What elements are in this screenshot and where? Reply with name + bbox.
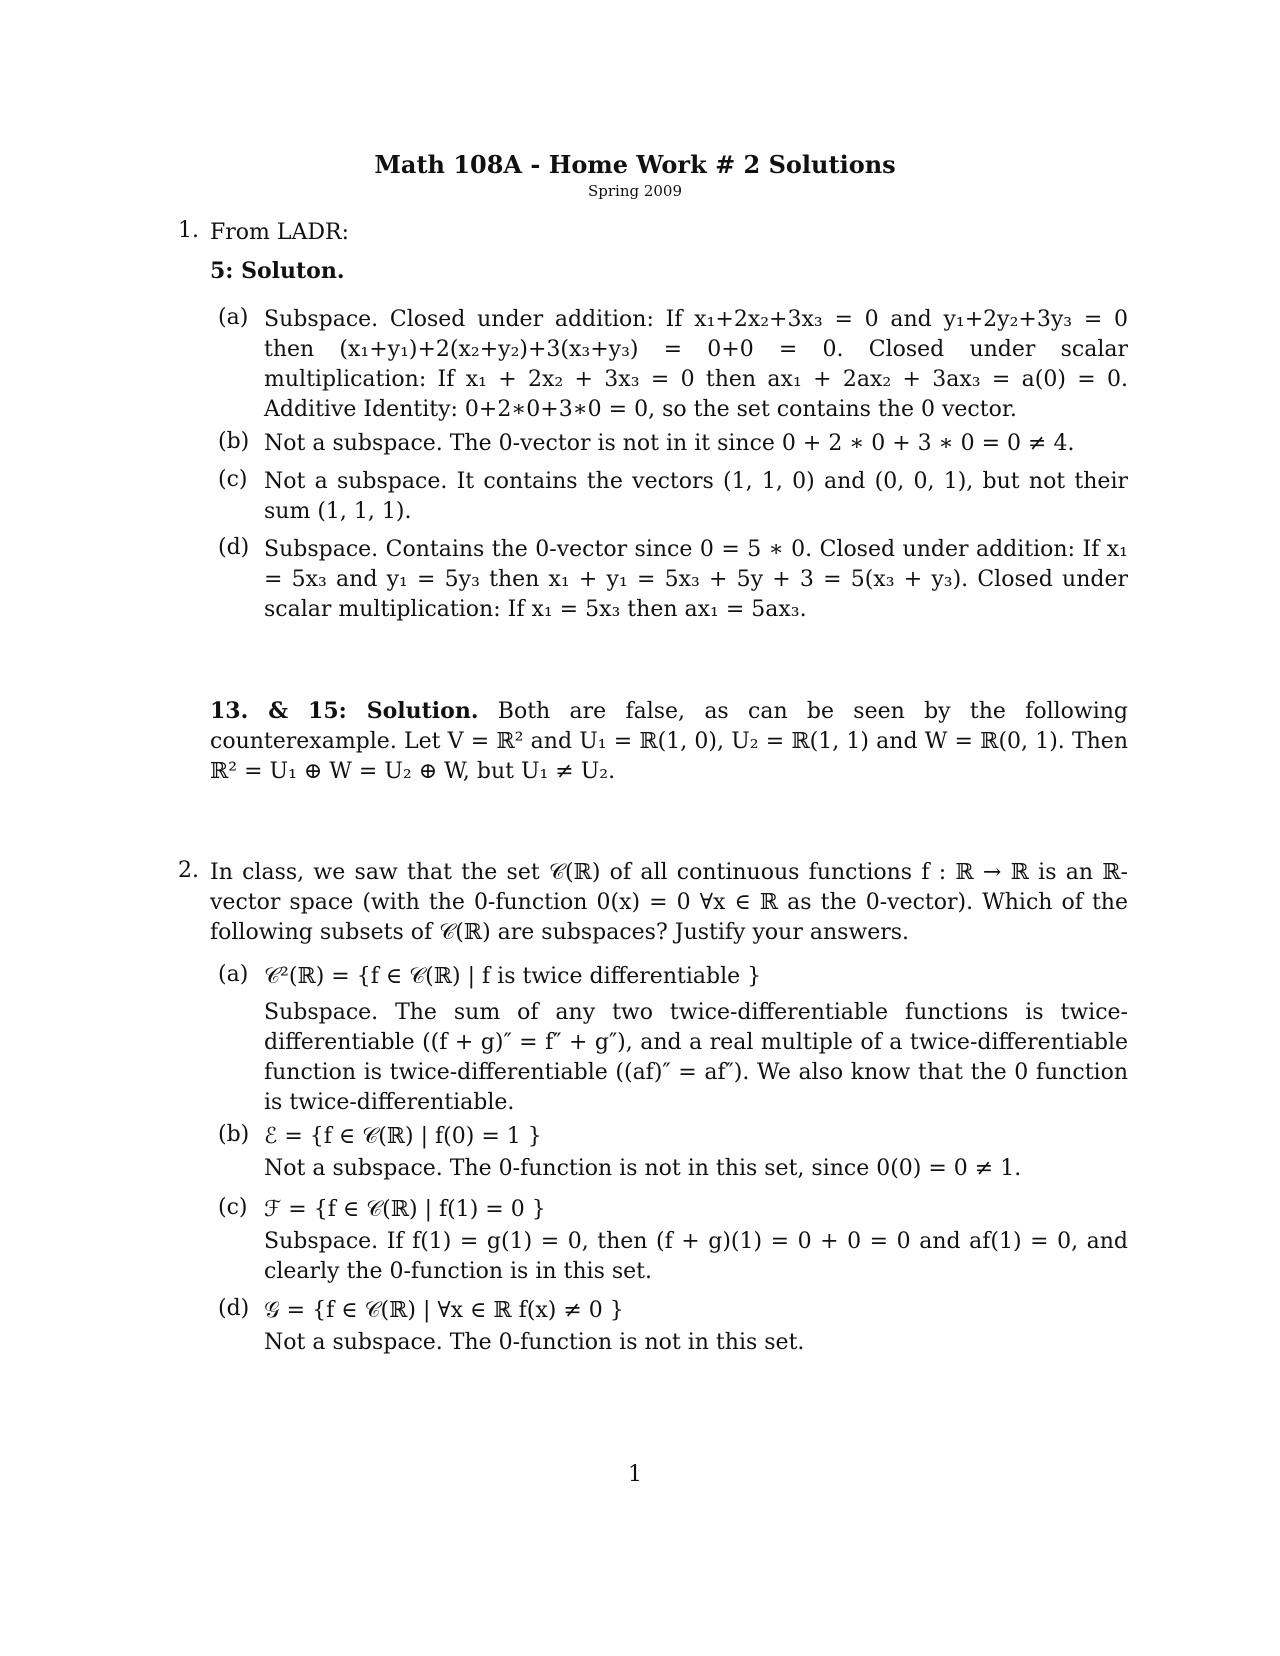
problem-2-part-b [218, 1122, 1128, 1184]
solution-13-text: Both are false, as can be seen by the following counterexample. Let V = ℝ² and U₁ = ℝ(1, 0), U₂ = ℝ(1, 1) and W = ℝ(0, 1). Then ℝ² = U₁ ⊕ W = U₂ ⊕ W, but U₁ ≠ U₂. [210, 699, 1129, 784]
problem-1-part-d [218, 535, 1128, 625]
solution-13-heading: 13. & 15: Solution. [210, 698, 479, 724]
solution-5-heading: 5: Soluton. [210, 258, 345, 284]
part-answer: Subspace. The sum of any two twice-differentiable functions is twice-differentiable ((f + g)″ = f″ + g″), and a real multiple of a twice-differentiable function is twice-differentiable ((af)″ = af″). We also know that the 0 function is twice-differentiable. [264, 1000, 1128, 1115]
part-answer: Subspace. If f(1) = g(1) = 0, then (f + g)(1) = 0 + 0 = 0 and af(1) = 0, and clearly the 0-function is in this set. [264, 1229, 1128, 1284]
set-definition: ℰ = {f ∈ 𝒞(ℝ) | f(0) = 1 } [264, 1124, 542, 1149]
part-label: (b) [218, 1122, 250, 1147]
page-number: 1 [628, 1462, 642, 1487]
problem-2-intro: In class, we saw that the set 𝒞(ℝ) of all continuous functions f : ℝ → ℝ is an ℝ-vector space (with the 0-function 0(x) = 0 ∀x ∈ ℝ as the 0-vector). Which of the following subsets of 𝒞(ℝ) are subspaces? Justify your answers. [210, 860, 1128, 945]
part-label: (d) [218, 1296, 250, 1321]
solution-13-15 [210, 696, 1128, 787]
set-definition: ℱ = {f ∈ 𝒞(ℝ) | f(1) = 0 } [264, 1197, 546, 1222]
part-label: (a) [218, 962, 249, 987]
part-label: (c) [218, 467, 248, 492]
page-title: Math 108A - Home Work # 2 Solutions [374, 150, 896, 179]
part-text: Not a subspace. It contains the vectors (1, 1, 0) and (0, 0, 1), but not their sum (1, 1, 1). [264, 469, 1128, 524]
problem-2 [178, 858, 1128, 948]
set-definition: 𝒞²(ℝ) = {f ∈ 𝒞(ℝ) | f is twice differentiable } [264, 964, 762, 989]
part-label: (d) [218, 535, 250, 560]
part-answer: Not a subspace. The 0-function is not in this set, since 0(0) = 0 ≠ 1. [264, 1156, 1022, 1181]
part-label: (b) [218, 429, 250, 454]
problem-1-part-a [218, 305, 1128, 425]
problem-1-part-b [218, 429, 1128, 459]
part-label: (c) [218, 1195, 248, 1220]
problem-1-number: 1. [178, 218, 199, 243]
problem-1 [178, 218, 1128, 286]
set-definition: 𝒢 = {f ∈ 𝒞(ℝ) | ∀x ∈ ℝ f(x) ≠ 0 } [264, 1298, 624, 1323]
part-label: (a) [218, 305, 249, 330]
part-text: Subspace. Closed under addition: If x₁+2x₂+3x₃ = 0 and y₁+2y₂+3y₃ = 0 then (x₁+y₁)+2(x₂+y₂)+3(x₃+y₃) = 0+0 = 0. Closed under scalar multiplication: If x₁ + 2x₂ + 3x₃ = 0 then ax₁ + 2ax₂ + 3ax₃ = a(0) = 0. Additive Identity: 0+2∗0+3∗0 = 0, so the set contains the 0 vector. [264, 307, 1128, 422]
part-text: Not a subspace. The 0-vector is not in it since 0 + 2 ∗ 0 + 3 ∗ 0 = 0 ≠ 4. [264, 431, 1075, 456]
page-subtitle: Spring 2009 [587, 182, 683, 200]
problem-2-number: 2. [178, 858, 199, 883]
problem-2-part-d [218, 1296, 1128, 1358]
problem-1-intro: From LADR: [210, 220, 349, 245]
problem-1-part-c [218, 467, 1128, 527]
problem-2-part-c [218, 1195, 1128, 1287]
part-answer: Not a subspace. The 0-function is not in this set. [264, 1330, 805, 1355]
part-text: Subspace. Contains the 0-vector since 0 = 5 ∗ 0. Closed under addition: If x₁ = 5x₃ and y₁ = 5y₃ then x₁ + y₁ = 5x₃ + 5y + 3 = 5(x₃ + y₃). Closed under scalar multiplication: If x₁ = 5x₃ then ax₁ = 5ax₃. [264, 537, 1128, 622]
problem-2-part-a [218, 962, 1128, 1118]
